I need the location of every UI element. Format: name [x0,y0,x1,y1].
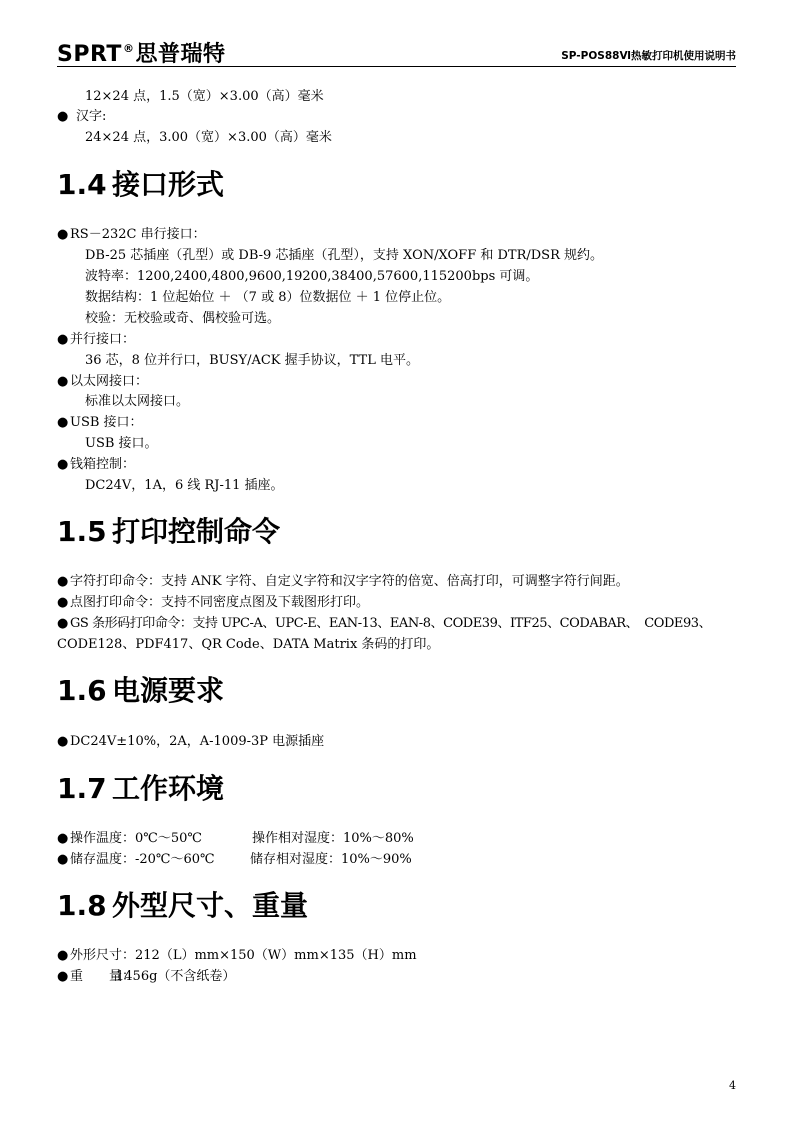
bullet-icon: ● [57,574,69,589]
storage-temperature: 储存温度：-20℃～60℃ [70,852,215,867]
bullet-icon: ● [57,734,69,749]
ethernet-detail: 标准以太网接口。 [85,394,190,409]
document-title: SP-POS88Ⅵ热敏打印机使用说明书 [561,50,736,62]
outline-dimensions: 外形尺寸：212（L）mm×150（W）mm×135（H）mm [70,948,417,963]
section-number: 1.8 [57,889,107,922]
bullet-icon: ● [57,595,69,610]
parallel-detail: 36 芯，8 位并行口，BUSY/ACK 握手协议，TTL 电平。 [85,353,419,368]
ascii-font-dims: 12×24 点，1.5（宽）×3.00（高）毫米 [85,89,324,104]
section-number: 1.5 [57,515,107,548]
barcode-print-cmd-cont: CODE128、PDF417、QR Code、DATA Matrix 条码的打印。 [57,637,440,652]
bullet-icon: ● [57,415,69,430]
parallel-label: 并行接口： [70,332,136,347]
usb-detail: USB 接口。 [85,436,158,451]
brand-suffix: 思普瑞特 [135,42,226,67]
storage-humidity: 储存相对湿度：10%～90% [250,852,412,867]
section-number: 1.6 [57,674,107,707]
operating-temperature: 操作温度：0℃～50℃ [70,831,202,846]
section-title: 接口形式 [112,168,225,201]
section-heading-1-4 [57,168,224,202]
hanzi-label: 汉字: [76,109,107,124]
section-title: 外型尺寸、重量 [112,889,309,922]
cash-drawer-detail: DC24V，1A，6 线 RJ-11 插座。 [85,478,284,493]
section-title: 工作环境 [112,772,225,805]
bullet-icon: ● [57,332,69,347]
section-number: 1.7 [57,772,107,805]
bullet-icon: ● [57,227,69,242]
power-requirement: DC24V±10%，2A，A-1009-3P 电源插座 [70,734,325,749]
bullet-icon: ● [57,109,69,124]
rs232-label: RS－232C 串行接口： [70,227,206,242]
bullet-icon: ● [57,374,69,389]
section-heading-1-7 [57,772,224,806]
section-heading-1-5 [57,515,280,549]
section-title: 电源要求 [112,674,225,707]
page-header [57,36,736,67]
bullet-icon: ● [57,948,69,963]
rs232-baud: 波特率：1200,2400,4800,9600,19200,38400,57600,115200bps 可调。 [85,269,539,284]
section-title: 打印控制命令 [112,515,281,548]
bullet-icon: ● [57,616,69,631]
section-number: 1.4 [57,168,107,201]
bullet-icon: ● [57,852,69,867]
rs232-parity: 校验：无校验或奇、偶校验可选。 [85,311,281,326]
hanzi-font-dims: 24×24 点，3.00（宽）×3.00（高）毫米 [85,130,332,145]
cash-drawer-label: 钱箱控制： [70,457,136,472]
registered-mark: ® [122,42,135,55]
bitmap-print-cmd: 点图打印命令：支持不同密度点图及下载图形打印。 [70,595,370,610]
section-heading-1-6 [57,674,224,708]
brand-logo [57,37,225,68]
barcode-print-cmd: GS 条形码打印命令：支持 UPC-A、UPC-E、EAN-13、EAN-8、CODE39、ITF25、CODABAR、 CODE93、 [70,616,712,631]
bullet-icon: ● [57,457,69,472]
page-number: 4 [729,1079,736,1092]
brand-prefix: SPRT [57,42,122,67]
weight-value: 1456g（不含纸卷） [116,969,236,984]
ethernet-label: 以太网接口： [70,374,149,389]
usb-label: USB 接口： [70,415,143,430]
char-print-cmd: 字符打印命令：支持 ANK 字符、自定义字符和汉字字符的倍宽、倍高打印，可调整字符行间距。 [70,574,629,589]
rs232-data-format: 数据结构：1 位起始位 ＋ （7 或 8）位数据位 ＋ 1 位停止位。 [85,290,451,305]
weight-label: 重 量： [70,969,136,984]
bullet-icon: ● [57,969,69,984]
bullet-icon: ● [57,831,69,846]
operating-humidity: 操作相对湿度：10%～80% [252,831,414,846]
section-heading-1-8 [57,889,308,923]
rs232-connector: DB-25 芯插座（孔型）或 DB-9 芯插座（孔型），支持 XON/XOFF 和 DTR/DSR 规约。 [85,248,604,263]
